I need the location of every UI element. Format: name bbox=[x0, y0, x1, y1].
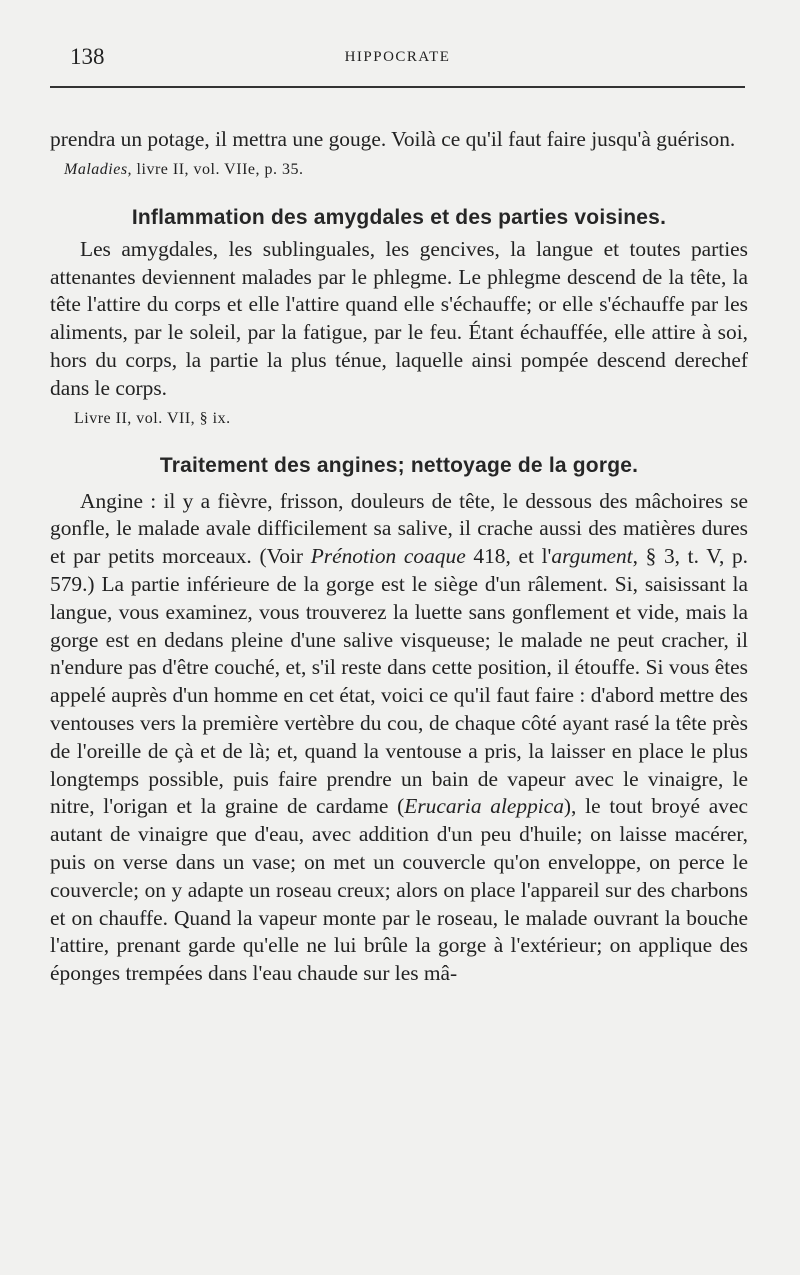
angina-text-4: ), le tout broyé avec autant de vinaigre que d'eau, avec addition d'un peu d'huile; on laisse macérer, puis on verse dans un vase; on met un couvercle qu'on enveloppe, on perce le couvercle; on y adapte un roseau creux; alors on place l'appareil sur des charbons et on chauffe. Quand la vapeur monte par le roseau, le malade ouvrant la bouche l'attire, prenant garde qu'elle ne lui brûle la gorge à l'extérieur; on applique des éponges trempées dans l'eau chaude sur les mâ- bbox=[50, 794, 748, 986]
section-reference: Livre II, vol. VII, § ix. bbox=[74, 409, 231, 427]
continuation-paragraph: prendra un potage, il mettra une gouge. Voilà ce qu'il faut faire jusqu'à guérison. bbox=[50, 127, 736, 151]
section-heading-tonsils: Inflammation des amygdales et des parties voisines. bbox=[131, 205, 667, 229]
reference-title: Maladies, bbox=[64, 160, 133, 178]
angina-paragraph bbox=[50, 488, 748, 988]
source-reference bbox=[50, 160, 748, 180]
angina-text-2: 418, et l' bbox=[465, 544, 552, 569]
page-number: 138 bbox=[70, 44, 105, 69]
section-heading-angina: Traitement des angines; nettoyage de la gorge. bbox=[159, 453, 639, 477]
angina-text-3: , § 3, t. V, p. 579.) La partie inférieure de la gorge est le siège d'un râlement. Si, saisissant la langue, vous examinez, vous trouverez la luette sans gonflement et vide, mais la gorge est en dedans pleine d'une salive visqueuse; le malade ne peut cracher, il n'endure pas d'être couché, et, s'il reste dans cette position, il étouffe. Si vous êtes appelé auprès d'un homme en cet état, voici ce qu'il faut faire : d'abord mettre des ventouses vers la première vertèbre du cou, de chaque côté ayant rasé la tête près de l'oreille de çà et de là; et, quand la ventouse a pris, la laisser en place le plus longtemps possible, puis faire prendre un bain de vapeur avec le vinaigre, le nitre, l'origan et la graine de cardame ( bbox=[50, 544, 749, 819]
angina-italic-erucaria: Erucaria aleppica bbox=[404, 794, 564, 819]
reference-details: livre II, vol. VIIe, p. 35. bbox=[132, 160, 304, 178]
header-rule bbox=[50, 86, 745, 88]
angina-text-1: Angine : il y a fièvre, frisson, douleurs de tête, le dessous des mâchoires se gonfle, le malade avale difficilement sa salive, il crache aussi des matières dures et par petits morceaux. (Voir bbox=[50, 488, 748, 569]
running-title: HIPPOCRATE bbox=[344, 49, 451, 65]
page-body bbox=[50, 126, 748, 988]
page-header bbox=[50, 40, 745, 76]
angina-italic-prenotion: Prénotion coaque bbox=[310, 544, 466, 569]
tonsils-paragraph: Les amygdales, les sublinguales, les gencives, la langue et toutes parties attenantes deviennent malades par le phlegme. Le phlegme descend de la tête, la tête l'attire du corps et elle l'attire quand elle s'échauffe; or elle s'échauffe par les aliments, par le soleil, par la fatigue, par le feu. Étant échauffée, elle attire à soi, hors du corps, la partie la plus ténue, laquelle ainsi pompée descend derechef dans le corps. bbox=[50, 236, 748, 400]
angina-italic-argument: argument bbox=[551, 544, 633, 569]
